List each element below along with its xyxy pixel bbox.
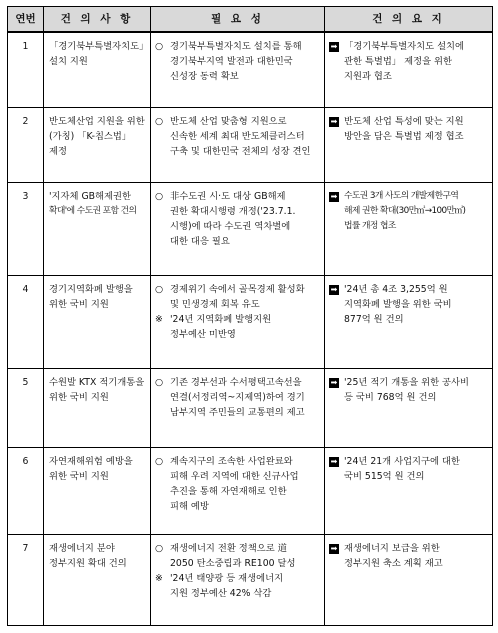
summary-cell: [325, 108, 493, 183]
summary-line: [329, 69, 488, 84]
table-row: [8, 183, 493, 276]
summary-text: 방안을 담은 특별법 제정 협조: [344, 131, 464, 142]
bullet-circle-icon: ○: [155, 284, 164, 295]
summary-text: '24년 총 4조 3,255억 원: [344, 284, 448, 295]
proposal-item-line: 설치 지원: [49, 56, 88, 67]
summary-text: 수도권 3개 사도의 개발제한구역: [344, 191, 459, 201]
indent-spacer: [155, 129, 170, 144]
indent-spacer: [329, 219, 344, 234]
necessity-line: [155, 541, 320, 556]
necessity-cell: [151, 108, 325, 183]
necessity-line: [155, 144, 320, 159]
row-number: 4: [8, 276, 44, 369]
necessity-line: [155, 469, 320, 484]
bullet-circle-icon: ○: [155, 191, 164, 202]
necessity-text: 피해 예방: [170, 501, 209, 512]
necessity-text: 2050 탄소중립과 RE100 달성: [170, 558, 296, 569]
summary-line: [329, 282, 488, 297]
indent-spacer: [155, 390, 170, 405]
necessity-line: [155, 39, 320, 54]
summary-text: 국비 515억 원 건의: [344, 471, 425, 482]
necessity-line: [155, 129, 320, 144]
proposal-item-line: 위한 국비 지원: [49, 299, 109, 310]
table-row: [8, 369, 493, 448]
summary-cell: [325, 369, 493, 448]
summary-line: [329, 129, 488, 144]
necessity-cell: [151, 535, 325, 626]
proposal-item-line: 수원발 KTX 적기개통을: [49, 377, 145, 388]
necessity-text: 피해 우려 지역에 대한 신규사업: [170, 471, 299, 482]
proposal-item-cell: [44, 448, 151, 535]
necessity-line: [155, 484, 320, 499]
indent-spacer: [155, 586, 170, 601]
indent-spacer: [155, 405, 170, 420]
summary-line: [329, 454, 488, 469]
proposal-item-cell: [44, 32, 151, 108]
necessity-text: 경기북부지역 발전과 대한민국: [170, 56, 293, 67]
indent-spacer: [155, 297, 170, 312]
table-row: [8, 535, 493, 626]
proposal-item-line: 「경기북부특별자치도」: [49, 41, 149, 52]
necessity-cell: [151, 32, 325, 108]
necessity-line: [155, 571, 320, 586]
indent-spacer: [329, 469, 344, 484]
necessity-text: 연결(서정리역~지제역)하여 경기: [170, 392, 305, 403]
summary-line: [329, 297, 488, 312]
indent-spacer: [155, 219, 170, 234]
necessity-cell: [151, 369, 325, 448]
necessity-text: 非수도권 시·도 대상 GB해제: [170, 191, 286, 202]
indent-spacer: [329, 69, 344, 84]
summary-cell: [325, 276, 493, 369]
necessity-text: 대한 대응 필요: [170, 236, 230, 247]
necessity-text: 신성장 동력 확보: [170, 71, 239, 82]
header-row: [8, 7, 493, 33]
necessity-text: 정부예산 미반영: [170, 329, 236, 340]
summary-cell: [325, 32, 493, 108]
bullet-circle-icon: ○: [155, 116, 164, 127]
necessity-line: [155, 390, 320, 405]
note-mark: ※: [155, 314, 163, 325]
summary-line: [329, 39, 488, 54]
summary-text: 「경기북부특별자치도 설치에: [344, 41, 465, 52]
necessity-text: 경제위기 속에서 골목경제 활성화: [170, 284, 305, 295]
summary-text: 정부지원 축소 계획 재고: [344, 558, 443, 569]
necessity-line: [155, 297, 320, 312]
necessity-line: [155, 556, 320, 571]
bullet-circle-icon: ○: [155, 543, 164, 554]
summary-text: 해제 권한 확대(30만㎡→100만㎡): [344, 206, 466, 216]
bullet-circle-icon: ○: [155, 41, 164, 52]
summary-text: '25년 적기 개통을 위한 공사비: [344, 377, 469, 388]
arrow-glyph: ➡: [330, 42, 338, 51]
proposal-item-line: 자연재해위험 예방을: [49, 456, 133, 467]
necessity-line: [155, 234, 320, 249]
proposal-item-cell: [44, 369, 151, 448]
proposal-item-cell: [44, 535, 151, 626]
necessity-text: 지원 정부예산 42% 삭감: [170, 588, 272, 599]
necessity-line: [155, 499, 320, 514]
row-number: 1: [8, 32, 44, 108]
table-row: [8, 108, 493, 183]
indent-spacer: [155, 469, 170, 484]
necessity-text: 구축 및 대한민국 전체의 성장 견인: [170, 146, 311, 157]
necessity-text: 반도체 산업 맞춤형 지원으로: [170, 116, 287, 127]
necessity-text: 권한 확대시행령 개정('23.7.1.: [170, 206, 296, 217]
table-row: [8, 276, 493, 369]
right-arrow-box-icon: [329, 282, 344, 297]
summary-line: [329, 114, 488, 129]
indent-spacer: [155, 327, 170, 342]
proposal-item-line: 반도체산업 지원을 위한: [49, 116, 145, 127]
indent-spacer: [329, 556, 344, 571]
summary-line: [329, 204, 488, 219]
proposal-item-line: (가칭) 「K-칩스법」 제정: [49, 131, 132, 157]
summary-text: 재생에너지 보급을 위한: [344, 543, 440, 554]
note-mark: ※: [155, 573, 163, 584]
summary-cell: [325, 535, 493, 626]
summary-line: [329, 556, 488, 571]
summary-line: [329, 390, 488, 405]
necessity-text: 계속지구의 조속한 사업완료와: [170, 456, 293, 467]
summary-text: 지역화폐 발행을 위한 국비: [344, 299, 452, 310]
indent-spacer: [329, 390, 344, 405]
indent-spacer: [155, 484, 170, 499]
summary-text: '24년 21개 사업지구에 대한: [344, 456, 460, 467]
necessity-line: [155, 189, 320, 204]
row-number: 3: [8, 183, 44, 276]
indent-spacer: [155, 556, 170, 571]
header-item: 건 의 사 항: [44, 7, 151, 33]
necessity-line: [155, 405, 320, 420]
necessity-line: [155, 114, 320, 129]
bullet-circle-icon: ○: [155, 456, 164, 467]
necessity-line: [155, 219, 320, 234]
summary-text: 877억 원 건의: [344, 314, 404, 325]
summary-text: 법률 개정 협조: [344, 221, 396, 231]
necessity-cell: [151, 448, 325, 535]
necessity-text: 신속한 세계 최대 반도체클러스터: [170, 131, 305, 142]
indent-spacer: [155, 499, 170, 514]
proposal-item-cell: [44, 183, 151, 276]
table-row: [8, 32, 493, 108]
right-arrow-box-icon: [329, 189, 344, 204]
necessity-text: '24년 태양광 등 재생에너지: [170, 573, 284, 584]
necessity-cell: [151, 183, 325, 276]
necessity-line: [155, 54, 320, 69]
necessity-line: [155, 312, 320, 327]
right-arrow-box-icon: [329, 39, 344, 54]
summary-line: [329, 469, 488, 484]
row-number: 7: [8, 535, 44, 626]
indent-spacer: [155, 54, 170, 69]
proposal-item-cell: [44, 276, 151, 369]
summary-text: 등 국비 768억 원 건의: [344, 392, 437, 403]
summary-line: [329, 219, 488, 234]
proposal-item-line: 경기지역화폐 발행을: [49, 284, 133, 295]
summary-cell: [325, 183, 493, 276]
indent-spacer: [155, 69, 170, 84]
summary-line: [329, 54, 488, 69]
header-no: 연번: [8, 7, 44, 33]
necessity-text: 남부지역 주민들의 교통편의 제고: [170, 407, 305, 418]
summary-line: [329, 375, 488, 390]
indent-spacer: [329, 54, 344, 69]
indent-spacer: [329, 129, 344, 144]
summary-text: 반도체 산업 특성에 맞는 지원: [344, 116, 464, 127]
summary-line: [329, 189, 488, 204]
proposal-item-line: 위한 국비 지원: [49, 471, 109, 482]
necessity-line: [155, 69, 320, 84]
necessity-line: [155, 375, 320, 390]
summary-text: 지원과 협조: [344, 71, 392, 82]
header-summary: 건 의 요 지: [325, 7, 493, 33]
arrow-glyph: ➡: [330, 117, 338, 126]
header-need: 필 요 성: [151, 7, 325, 33]
necessity-line: [155, 327, 320, 342]
arrow-glyph: ➡: [330, 378, 338, 387]
proposal-item-line: '지자체 GB해제권한: [49, 191, 131, 202]
necessity-text: 재생에너지 전환 정책으로 道: [170, 543, 287, 554]
necessity-text: 시행)에 따라 수도권 역차별에: [170, 221, 291, 232]
necessity-text: 및 민생경제 회복 유도: [170, 299, 260, 310]
necessity-line: [155, 586, 320, 601]
arrow-glyph: ➡: [330, 544, 338, 553]
summary-cell: [325, 448, 493, 535]
necessity-line: [155, 204, 320, 219]
right-arrow-box-icon: [329, 114, 344, 129]
bullet-circle-icon: ○: [155, 377, 164, 388]
indent-spacer: [329, 312, 344, 327]
indent-spacer: [155, 234, 170, 249]
proposal-item-line: 확대'에 수도권 포함 건의: [49, 206, 137, 216]
necessity-text: 경기북부특별자치도 설치를 통해: [170, 41, 302, 52]
indent-spacer: [329, 297, 344, 312]
summary-text: 관한 특별법」 제정을 위한: [344, 56, 452, 67]
proposal-item-line: 정부지원 확대 건의: [49, 558, 127, 569]
table-row: [8, 448, 493, 535]
right-arrow-box-icon: [329, 375, 344, 390]
proposal-item-line: 재생에너지 분야: [49, 543, 115, 554]
right-arrow-box-icon: [329, 454, 344, 469]
necessity-cell: [151, 276, 325, 369]
indent-spacer: [155, 144, 170, 159]
necessity-text: '24년 지역화폐 발행지원: [170, 314, 272, 325]
necessity-text: 기존 경부선과 수서평택고속선을: [170, 377, 302, 388]
row-number: 6: [8, 448, 44, 535]
proposal-item-line: 위한 국비 지원: [49, 392, 109, 403]
necessity-line: [155, 454, 320, 469]
arrow-glyph: ➡: [330, 192, 338, 201]
necessity-line: [155, 282, 320, 297]
right-arrow-box-icon: [329, 541, 344, 556]
proposal-item-cell: [44, 108, 151, 183]
indent-spacer: [329, 204, 344, 219]
proposal-table: [7, 6, 493, 626]
row-number: 5: [8, 369, 44, 448]
row-number: 2: [8, 108, 44, 183]
arrow-glyph: ➡: [330, 285, 338, 294]
arrow-glyph: ➡: [330, 457, 338, 466]
necessity-text: 추진을 통해 자연재해로 인한: [170, 486, 287, 497]
summary-line: [329, 312, 488, 327]
indent-spacer: [155, 204, 170, 219]
summary-line: [329, 541, 488, 556]
